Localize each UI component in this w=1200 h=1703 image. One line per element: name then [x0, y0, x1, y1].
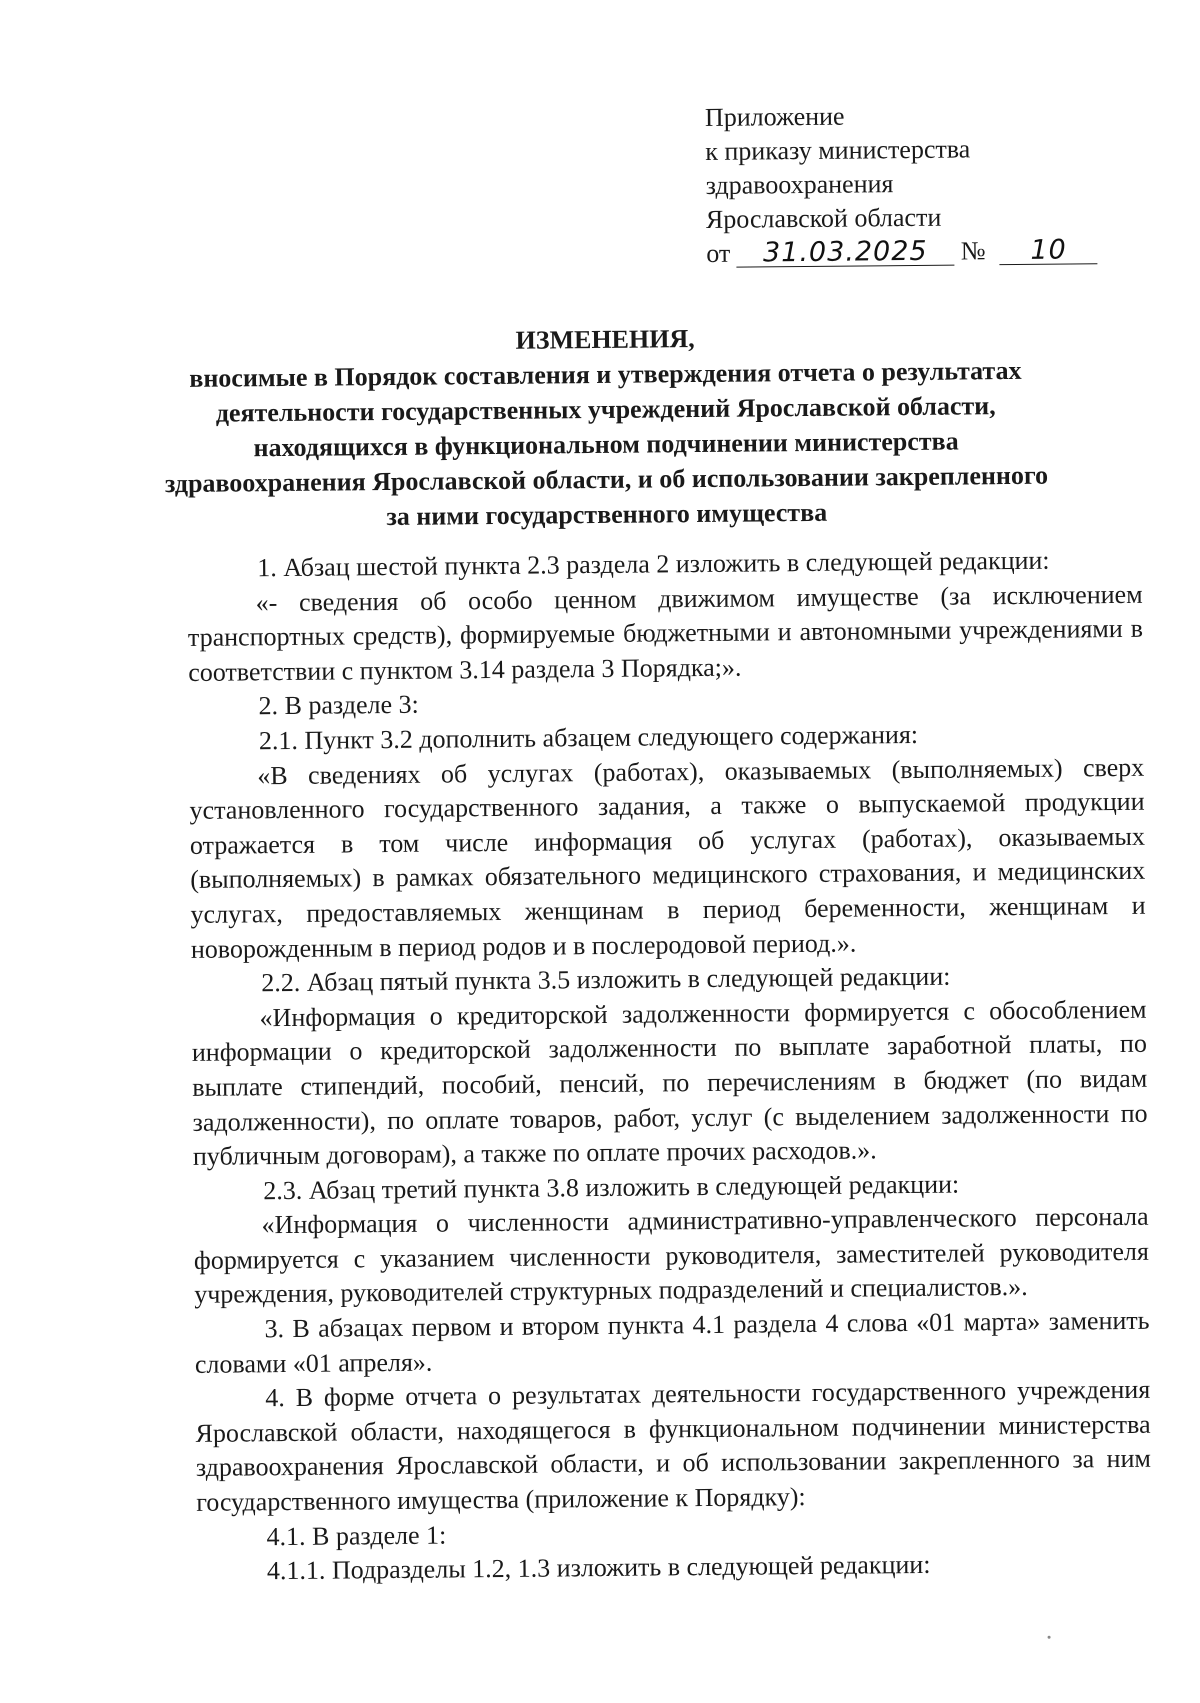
handwritten-number: 10: [999, 237, 1097, 265]
appendix-line: к приказу министерства: [705, 134, 971, 166]
paragraph: 4.1.1. Подразделы 1.2, 1.3 изложить в следующей редакции:: [266, 1550, 931, 1586]
paragraph: 2.3. Абзац третий пункта 3.8 изложить в следующей редакции:: [263, 1169, 960, 1205]
paragraph: «Информация о кредиторской задолженности формируется с обособлением информации о кредиторской задолженности по выплате заработной платы, по выплате стипендий, пособий, пенсий, по перечислениям в бюджет (по видам задолженности), по оплате товаров, работ, услуг (с выделением задолженности по публичным договорам), а также по оплате прочих расходов.».: [191, 994, 1148, 1172]
paragraph: 3. В абзацах первом и втором пункта 4.1 раздела 4 слова «01 марта» заменить словами «01 апреля».: [194, 1305, 1150, 1379]
scan-speck: [1048, 1636, 1051, 1639]
document-body: [187, 543, 1152, 1590]
appendix-line: здравоохранения: [705, 169, 894, 200]
order-date-line: [706, 233, 1098, 271]
document-title: ИЗМЕНЕНИЯ,: [515, 324, 695, 355]
paragraph: 4. В форме отчета о результатах деятельности государственного учреждения Ярославской области, находящегося в функциональном подчинении министерства здравоохранения Ярославской области, и об использовании закрепленного за ним государственного имущества (приложение к Порядку):: [195, 1374, 1152, 1517]
paragraph: 2. В разделе 3:: [258, 690, 419, 721]
from-label: от: [706, 238, 731, 268]
appendix-block: [705, 97, 1098, 271]
paragraph: «- сведения об особо ценном движимом имуществе (за исключением транспортных средств), формируемые бюджетными и автономными учреждениями в соответствии с пунктом 3.14 раздела 3 Порядка;».: [187, 579, 1144, 687]
paragraph: 2.2. Абзац пятый пункта 3.5 изложить в следующей редакции:: [261, 961, 951, 998]
paragraph: 2.1. Пункт 3.2 дополнить абзацем следующего содержания:: [258, 719, 919, 756]
paragraph: 4.1. В разделе 1:: [266, 1520, 447, 1551]
appendix-line: Ярославской области: [705, 202, 942, 234]
handwritten-date: 31.03.2025: [736, 239, 954, 268]
paragraph: «Информация о численности административно-управленческого персонала формируется с указанием численности руководителя, заместителей руководителя учреждения, руководителей структурных подразделений и специалистов.».: [193, 1202, 1150, 1310]
paragraph: «В сведениях об услугах (работах), оказываемых (выполняемых) сверх установленного государственного задания, а также о выпускаемой продукции отражается в том числе информация об услугах (работах), оказываемых (выполняемых) в рамках обязательного медицинского страхования, и медицинских услугах, предоставляемых женщинам в период беременности, женщинам и новорожденным в период родов и в послеродовой период.».: [189, 752, 1146, 964]
paragraph: 1. Абзац шестой пункта 2.3 раздела 2 изложить в следующей редакции:: [257, 545, 1050, 583]
number-label: №: [960, 236, 986, 266]
appendix-line: Приложение: [704, 101, 845, 132]
document-subtitle: вносимые в Порядок составления и утверждения отчета о результатах деятельности государственных учреждений Ярославской области, находящихся в функциональном подчинении министерства здравоохранения Ярославской области, и об использовании закрепленного за ними государственного имущества: [164, 355, 1049, 532]
